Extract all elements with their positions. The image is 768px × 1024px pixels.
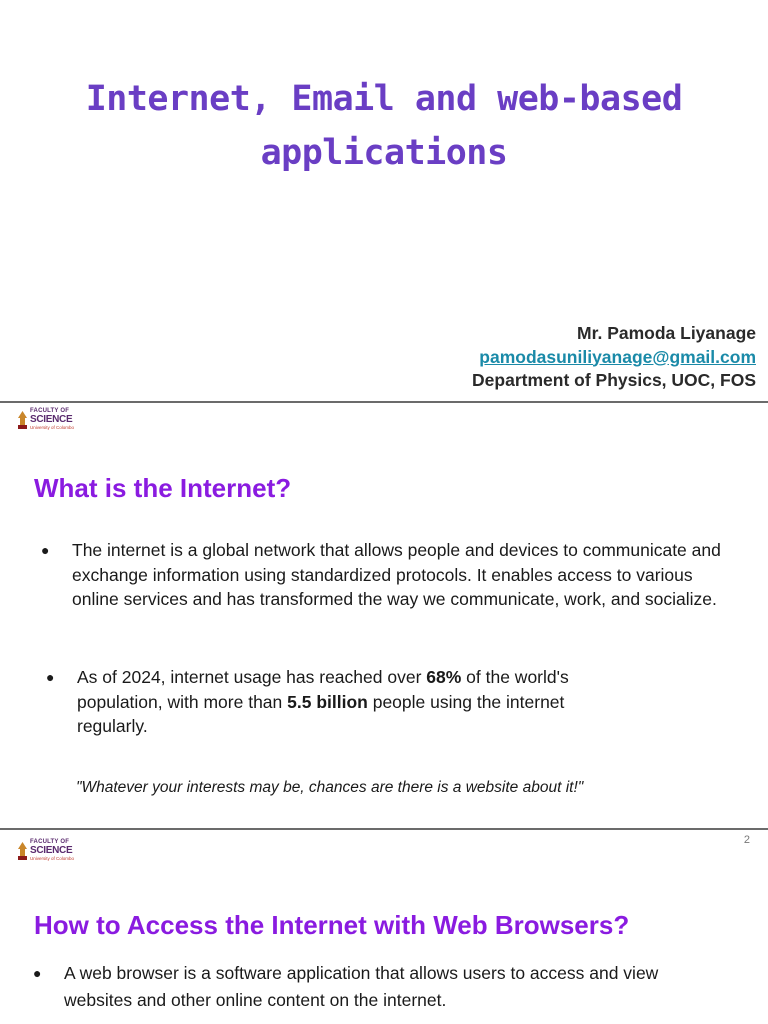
slide-title-line1: Internet, Email and web-based: [85, 79, 683, 119]
logo-line2: SCIENCE: [30, 845, 73, 856]
bullet-text-part: people using the internet regularly.: [77, 691, 565, 736]
bullet-text: The internet is a global network that allows people and devices to communicate and exchange information using standardized protocols. It enables access to various online services and has transformed the way we communicate, work, and socialize.: [72, 540, 721, 609]
content-slide-internet: [0, 403, 768, 828]
author-email-link[interactable]: pamodasuniliyanage@gmail.com: [479, 346, 756, 367]
logo-line2: SCIENCE: [30, 414, 73, 425]
bullet-item: [41, 538, 732, 612]
bullet-bold-count: 5.5 billion: [287, 691, 368, 712]
slide-quote: "Whatever your interests may be, chances are there is a website about it!": [76, 779, 584, 796]
bullet-dot-icon: ●: [46, 669, 55, 685]
bullet-dot-icon: ●: [41, 542, 50, 558]
content-slide-browsers: [0, 830, 768, 1024]
bullet-text: A web browser is a software application that allows users to access and view websites and other online content on the internet.: [64, 963, 659, 1010]
slide-heading: How to Access the Internet with Web Browsers?: [34, 910, 630, 940]
logo-line3: University of Colombo: [30, 425, 75, 430]
title-slide: [0, 0, 768, 401]
crest-icon: [17, 841, 28, 861]
faculty-logo: [17, 408, 77, 432]
bullet-text-part: of the world's population, with more than: [77, 667, 569, 712]
department-name: Department of Physics, UOC, FOS: [472, 370, 756, 390]
logo-line3: University of Colombo: [30, 856, 75, 861]
author-name: Mr. Pamoda Liyanage: [577, 323, 756, 343]
logo-line1: FACULTY OF: [30, 839, 70, 845]
slide-title: [0, 72, 768, 180]
crest-icon: [17, 410, 28, 430]
author-block: [472, 322, 756, 393]
logo-line1: FACULTY OF: [30, 408, 70, 414]
slide-heading: What is the Internet?: [34, 473, 292, 503]
slide-title-line2: applications: [260, 133, 508, 173]
bullet-item: [33, 960, 714, 1014]
bullet-bold-percent: 68%: [426, 667, 462, 687]
page-number: 2: [743, 834, 750, 846]
bullet-dot-icon: ●: [33, 965, 42, 981]
bullet-text-part: As of 2024, internet usage has reached over: [77, 667, 427, 687]
bullet-item: [46, 665, 637, 739]
faculty-logo: [17, 839, 77, 863]
